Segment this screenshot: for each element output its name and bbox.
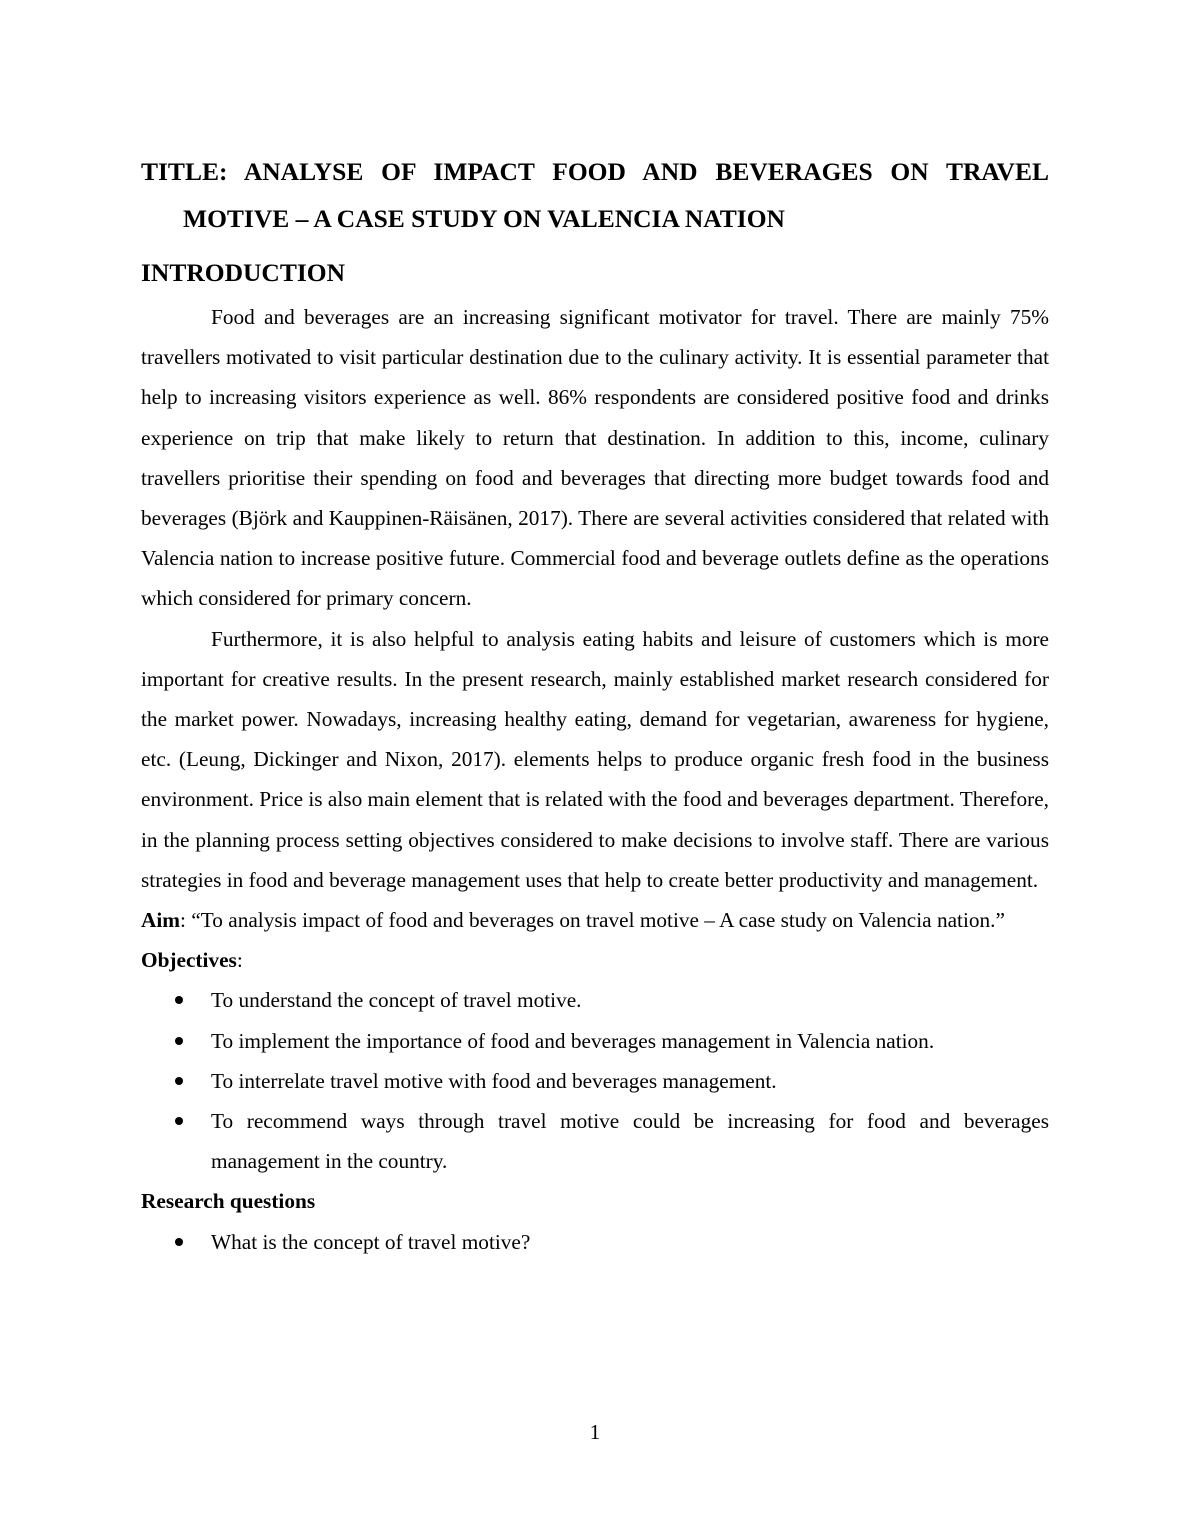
title-line-1: TITLE: ANALYSE OF IMPACT FOOD AND BEVERAGES ON TRAVEL: [141, 157, 1049, 186]
bullet-icon: [175, 996, 183, 1004]
aim-paragraph: [141, 900, 1049, 940]
objective-text: To recommend ways through travel motive could be increasing for food and beverages management in the country.: [211, 1109, 1049, 1174]
aim-text: : “To analysis impact of food and beverages on travel motive – A case study on Valencia nation.”: [180, 908, 1005, 933]
list-item: [141, 1021, 1049, 1061]
introduction-paragraph-2: Furthermore, it is also helpful to analysis eating habits and leisure of customers which is more important for creative results. In the present research, mainly established market research considered for the market power. Nowadays, increasing healthy eating, demand for vegetarian, awareness for hygiene, etc. (Leung, Dickinger and Nixon, 2017). elements helps to produce organic fresh food in the business environment. Price is also main element that is related with the food and beverages department. Therefore, in the planning process setting objectives considered to make decisions to involve staff. There are various strategies in food and beverage management uses that help to create better productivity and management.: [141, 626, 1049, 892]
introduction-paragraph-1: Food and beverages are an increasing significant motivator for travel. There are mainly 75% travellers motivated to visit particular destination due to the culinary activity. It is essential parameter that help to increasing visitors experience as well. 86% respondents are considered positive food and drinks experience on trip that make likely to return that destination. In addition to this, income, culinary travellers prioritise their spending on food and beverages that directing more budget towards food and beverages (Björk and Kauppinen-Räisänen, 2017). There are several activities considered that related with Valencia nation to increase positive future. Commercial food and beverage outlets define as the operations which considered for primary concern.: [141, 305, 1049, 611]
list-item: [141, 1222, 1049, 1262]
research-questions-list: [141, 1222, 1049, 1262]
objectives-label: Objectives: [141, 948, 237, 973]
objective-text: To interrelate travel motive with food and beverages management.: [211, 1068, 777, 1093]
bullet-icon: [175, 1117, 183, 1125]
bullet-icon: [175, 1077, 183, 1085]
document-title: [141, 148, 1049, 242]
list-item: [141, 1061, 1049, 1101]
list-item: [141, 980, 1049, 1020]
page-number: 1: [589, 1420, 601, 1444]
objectives-list: [141, 980, 1049, 1181]
bullet-icon: [175, 1238, 183, 1246]
aim-label: Aim: [141, 908, 181, 933]
document-body: [141, 297, 1049, 1262]
bullet-icon: [175, 1037, 183, 1045]
objective-text: To implement the importance of food and beverages management in Valencia nation.: [211, 1028, 935, 1053]
research-question-text: What is the concept of travel motive?: [211, 1229, 531, 1254]
objectives-colon: :: [236, 948, 243, 973]
objectives-heading: [141, 940, 1049, 980]
research-questions-heading: Research questions: [141, 1189, 316, 1214]
list-item: [141, 1101, 1049, 1181]
title-line-2: MOTIVE – A CASE STUDY ON VALENCIA NATION: [183, 204, 785, 233]
objective-text: To understand the concept of travel motive.: [211, 988, 582, 1013]
introduction-heading: INTRODUCTION: [141, 258, 346, 287]
